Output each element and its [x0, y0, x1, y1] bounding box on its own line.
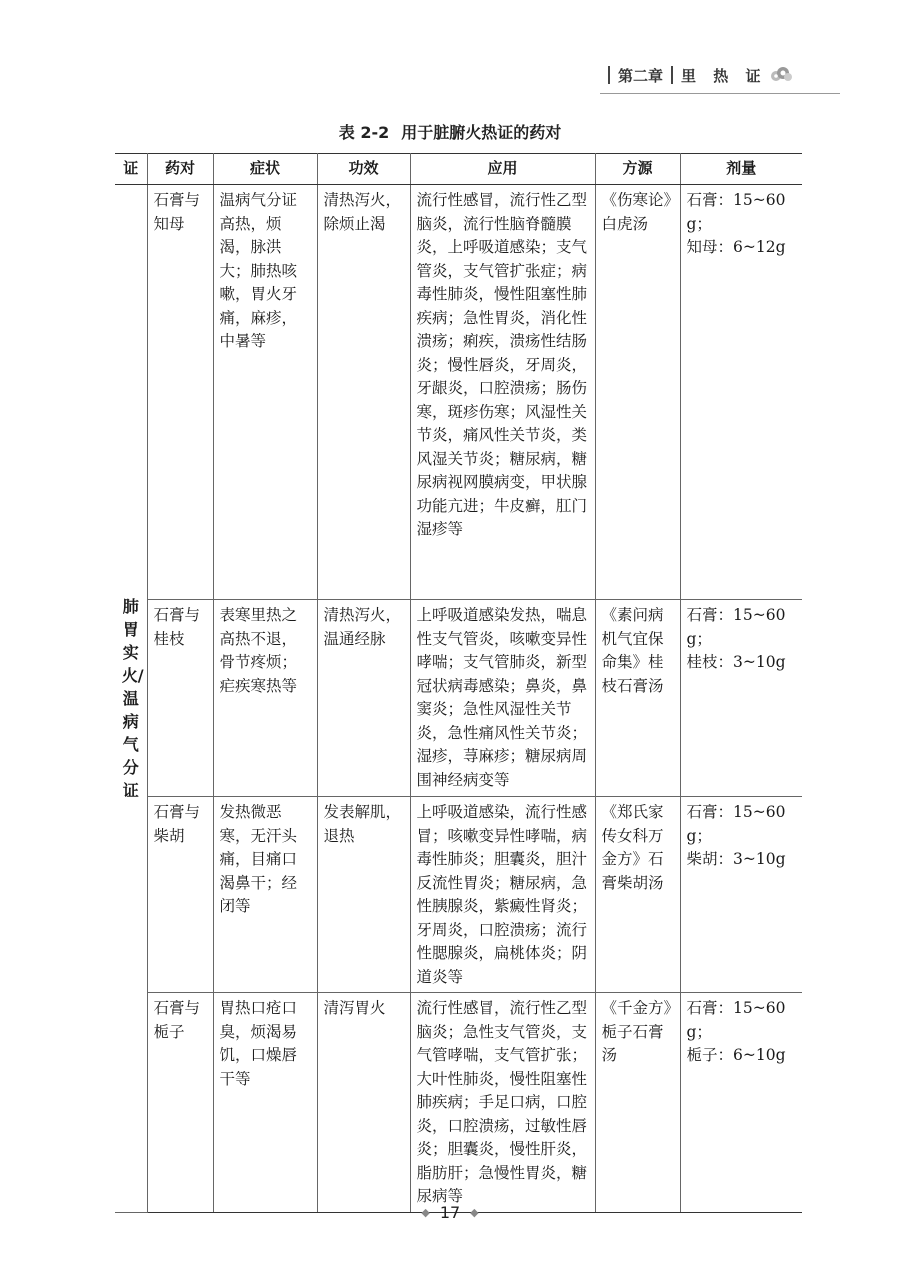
symptoms-cell: 发热微恶寒，无汗头痛，目痛口渴鼻干；经闭等	[213, 797, 317, 993]
section-title: 里 热 证	[681, 66, 767, 85]
divider	[671, 66, 673, 84]
symptoms-cell: 表寒里热之高热不退，骨节疼烦；疟疾寒热等	[213, 600, 317, 797]
pair-cell: 石膏与柴胡	[147, 797, 213, 993]
dosage-line: 石膏：15~60g；	[686, 191, 786, 233]
source-cell: 《素问病机气宜保命集》桂枝石膏汤	[595, 600, 680, 797]
dosage-cell	[680, 993, 802, 1213]
header-rule	[600, 93, 840, 94]
column-header: 剂量	[680, 154, 802, 185]
diamond-icon: ◆	[470, 1206, 479, 1219]
table-row	[115, 185, 802, 600]
dosage-line: 柴胡：3~10g	[686, 850, 786, 868]
efficacy-cell: 清泻胃火	[317, 993, 410, 1213]
page-number: 17	[439, 1203, 461, 1222]
diamond-icon: ◆	[421, 1206, 430, 1219]
dosage-line: 石膏：15~60g；	[686, 803, 786, 845]
pair-cell: 石膏与桂枝	[147, 600, 213, 797]
efficacy-cell: 清热泻火，温通经脉	[317, 600, 410, 797]
running-head	[600, 62, 840, 88]
table-row	[115, 797, 802, 993]
drug-pair-table	[115, 153, 802, 1213]
pair-cell: 石膏与知母	[147, 185, 213, 600]
page-footer	[0, 1203, 900, 1222]
symptoms-cell: 胃热口疮口臭，烦渴易饥，口燥唇干等	[213, 993, 317, 1213]
application-cell: 流行性感冒，流行性乙型脑炎；急性支气管炎，支气管哮喘，支气管扩张；大叶性肺炎，慢性阻塞性肺疾病；手足口病，口腔炎，口腔溃疡，过敏性唇炎；胆囊炎，慢性肝炎，脂肪肝；急慢性胃炎，糖尿病等	[410, 993, 595, 1213]
syndrome-label: 肺胃实火/温病气分证	[121, 596, 144, 800]
syndrome-cell	[115, 185, 147, 1213]
dosage-line: 桂枝：3~10g	[686, 653, 786, 671]
column-header: 证	[115, 154, 147, 185]
application-cell: 流行性感冒，流行性乙型脑炎，流行性脑脊髓膜炎，上呼吸道感染；支气管炎，支气管扩张症；病毒性肺炎，慢性阻塞性肺疾病；急性胃炎，消化性溃疡；痢疾，溃疡性结肠炎；慢性唇炎，牙周炎，牙龈炎，口腔溃疡；肠伤寒，斑疹伤寒；风湿性关节炎，痛风性关节炎，类风湿关节炎；糖尿病，糖尿病视网膜病变，甲状腺功能亢进；牛皮癣，肛门湿疹等	[410, 185, 595, 600]
source-cell: 《千金方》栀子石膏汤	[595, 993, 680, 1213]
chapter-label: 第二章	[618, 66, 664, 85]
column-header: 功效	[317, 154, 410, 185]
decorative-cloud-icon	[768, 65, 794, 85]
divider	[608, 66, 610, 84]
table-number: 表 2-2	[338, 123, 390, 142]
pair-cell: 石膏与栀子	[147, 993, 213, 1213]
dosage-line: 栀子：6~10g	[686, 1046, 786, 1064]
column-header: 症状	[213, 154, 317, 185]
column-header: 方源	[595, 154, 680, 185]
dosage-line: 石膏：15~60g；	[686, 606, 786, 648]
application-cell: 上呼吸道感染发热，喘息性支气管炎，咳嗽变异性哮喘；支气管肺炎，新型冠状病毒感染；鼻炎，鼻窦炎；急性风湿性关节炎，急性痛风性关节炎；湿疹，荨麻疹；糖尿病周围神经病变等	[410, 600, 595, 797]
dosage-line: 知母：6~12g	[686, 238, 786, 256]
table-row	[115, 600, 802, 797]
column-header: 应用	[410, 154, 595, 185]
table-caption	[0, 120, 900, 143]
dosage-cell	[680, 600, 802, 797]
dosage-cell	[680, 797, 802, 993]
table-title: 用于脏腑火热证的药对	[401, 123, 562, 142]
source-cell: 《伤寒论》白虎汤	[595, 185, 680, 600]
table-row	[115, 993, 802, 1213]
dosage-line: 石膏：15~60g；	[686, 999, 786, 1041]
application-cell: 上呼吸道感染，流行性感冒；咳嗽变异性哮喘，病毒性肺炎；胆囊炎，胆汁反流性胃炎；糖尿病，急性胰腺炎，紫癜性肾炎；牙周炎，口腔溃疡；流行性腮腺炎，扁桃体炎；阴道炎等	[410, 797, 595, 993]
dosage-cell	[680, 185, 802, 600]
source-cell: 《郑氏家传女科万金方》石膏柴胡汤	[595, 797, 680, 993]
efficacy-cell: 清热泻火，除烦止渴	[317, 185, 410, 600]
column-header: 药对	[147, 154, 213, 185]
symptoms-cell: 温病气分证高热，烦渴，脉洪大；肺热咳嗽，胃火牙痛，麻疹，中暑等	[213, 185, 317, 600]
header-row	[115, 154, 802, 185]
efficacy-cell: 发表解肌，退热	[317, 797, 410, 993]
